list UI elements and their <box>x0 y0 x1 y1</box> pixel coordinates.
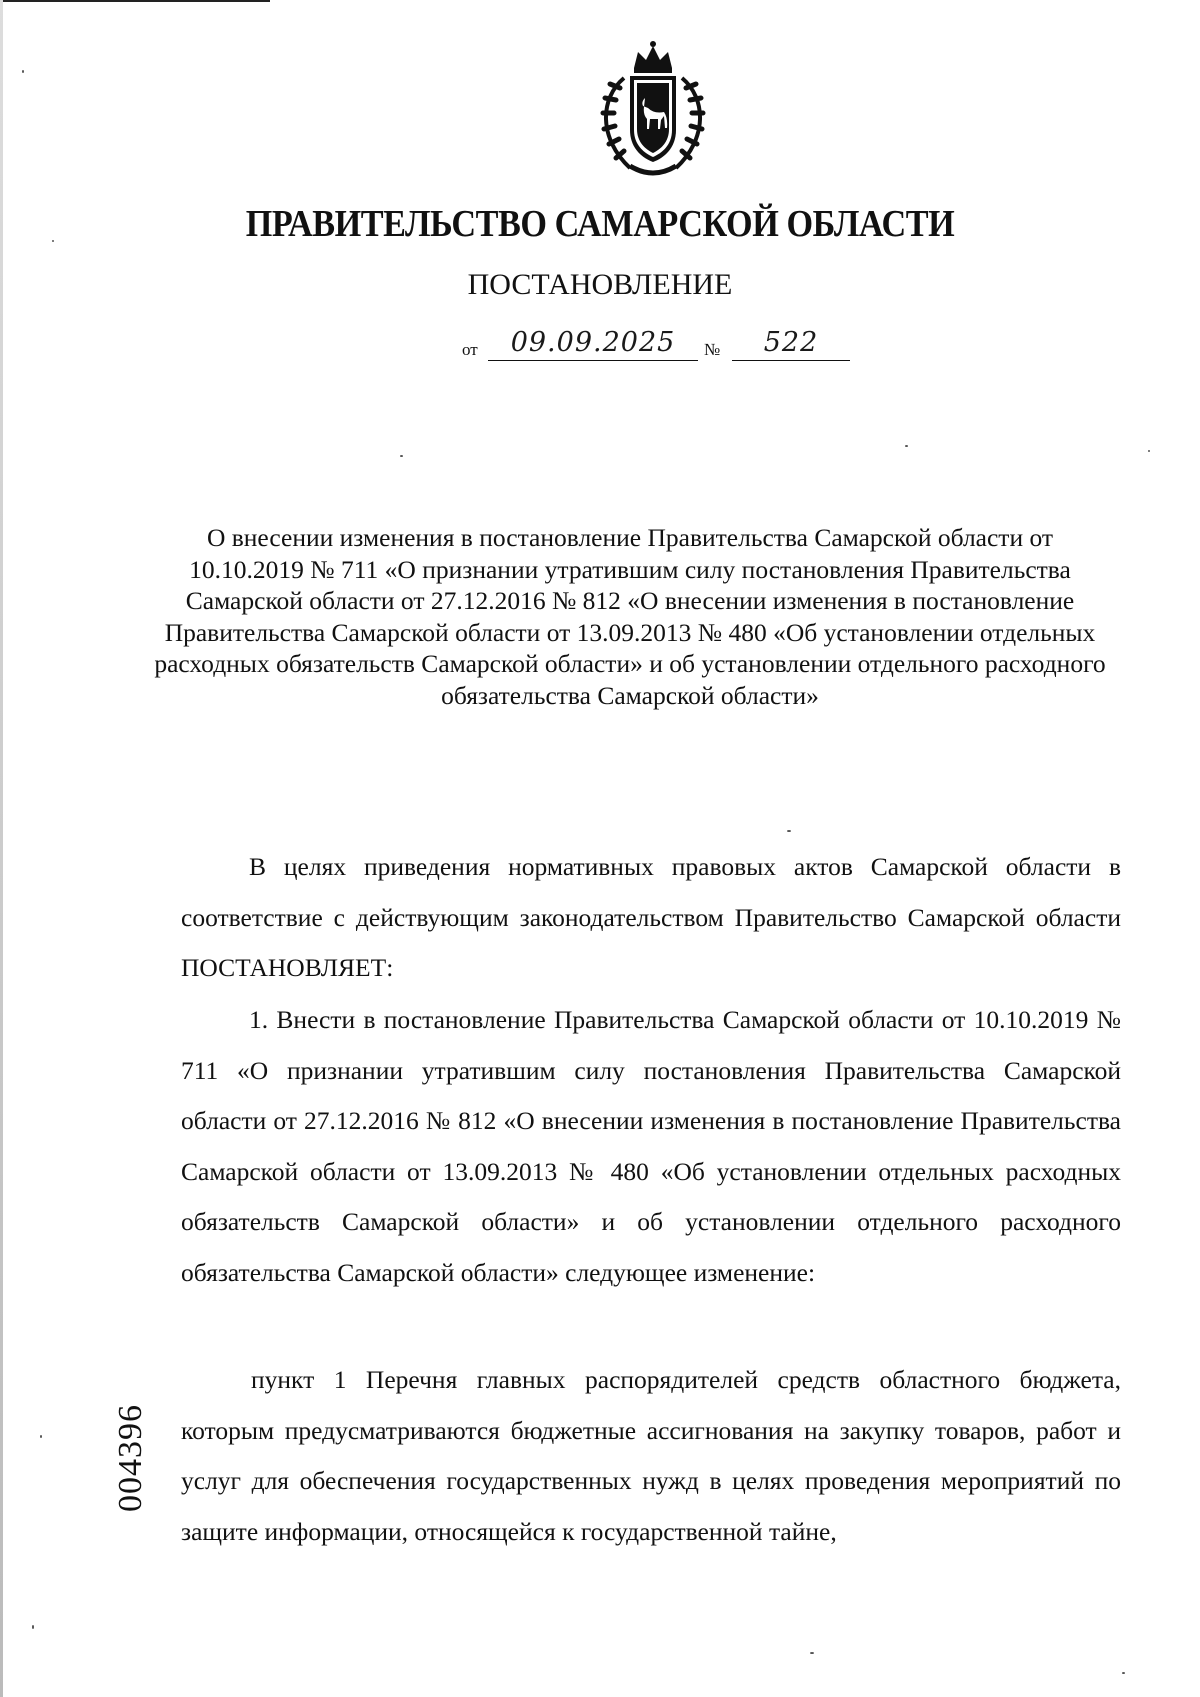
scan-speck <box>40 1435 42 1438</box>
scan-speck <box>810 1652 814 1654</box>
scan-speck <box>787 830 791 832</box>
scan-speck <box>52 240 54 242</box>
handwritten-number: 522 <box>732 326 850 361</box>
scan-speck <box>22 70 24 73</box>
scan-speck <box>905 445 908 447</box>
organization-title: ПРАВИТЕЛЬСТВО САМАРСКОЙ ОБЛАСТИ <box>245 203 955 245</box>
coat-of-arms-icon <box>590 38 716 182</box>
scan-left-edge <box>0 0 3 1697</box>
number-label: № <box>704 340 721 359</box>
handwritten-date: 09.09.2025 <box>488 326 698 361</box>
scan-speck <box>32 1625 34 1629</box>
clause-1-paragraph: 1. Внести в постановление Правительства Самарской области от 10.10.2019 № 711 «О признании утратившим силу постановления Правительства Самарской области от 27.12.2016 № 812 «О внесении изменения в постановление Правительства Самарской области от 13.09.2013 № 480 «Об установлении отдельных расходных обязательств Самарской области» и об установлении отдельного расходного обязательства Самарской области» следующее изменение: <box>181 1005 1121 1287</box>
amendment-paragraph: пункт 1 Перечня главных распорядителей средств областного бюджета, которым предусматриваются бюджетные ассигнования на закупку товаров, работ и услуг для обеспечения государственных нужд в целях проведения мероприятий по защите информации, относящейся к государственной тайне, <box>181 1365 1121 1546</box>
document-type: ПОСТАНОВЛЕНИЕ <box>467 268 733 301</box>
scan-speck <box>400 455 403 457</box>
document-subject: О внесении изменения в постановление Правительства Самарской области от 10.10.2019 № 711 «О признании утратившим силу постановления Правительства Самарской области от 27.12.2016 № 812 «О внесении изменения в постановление Правительства Самарской области от 13.09.2013 № 480 «Об установлении отдельных расходных обязательств Самарской области» и об установлении отдельного расходного обязательства Самарской области» <box>154 523 1106 710</box>
preamble-paragraph: В целях приведения нормативных правовых актов Самарской области в соответствие с действующим законодательством Правительство Самарской области ПОСТАНОВЛЯЕТ: <box>181 852 1121 982</box>
scan-speck <box>1148 450 1150 452</box>
scan-speck <box>1122 1672 1125 1674</box>
scan-edge-line <box>0 0 270 2</box>
date-label: от <box>462 340 478 359</box>
registration-number: 004396 <box>112 1404 149 1512</box>
